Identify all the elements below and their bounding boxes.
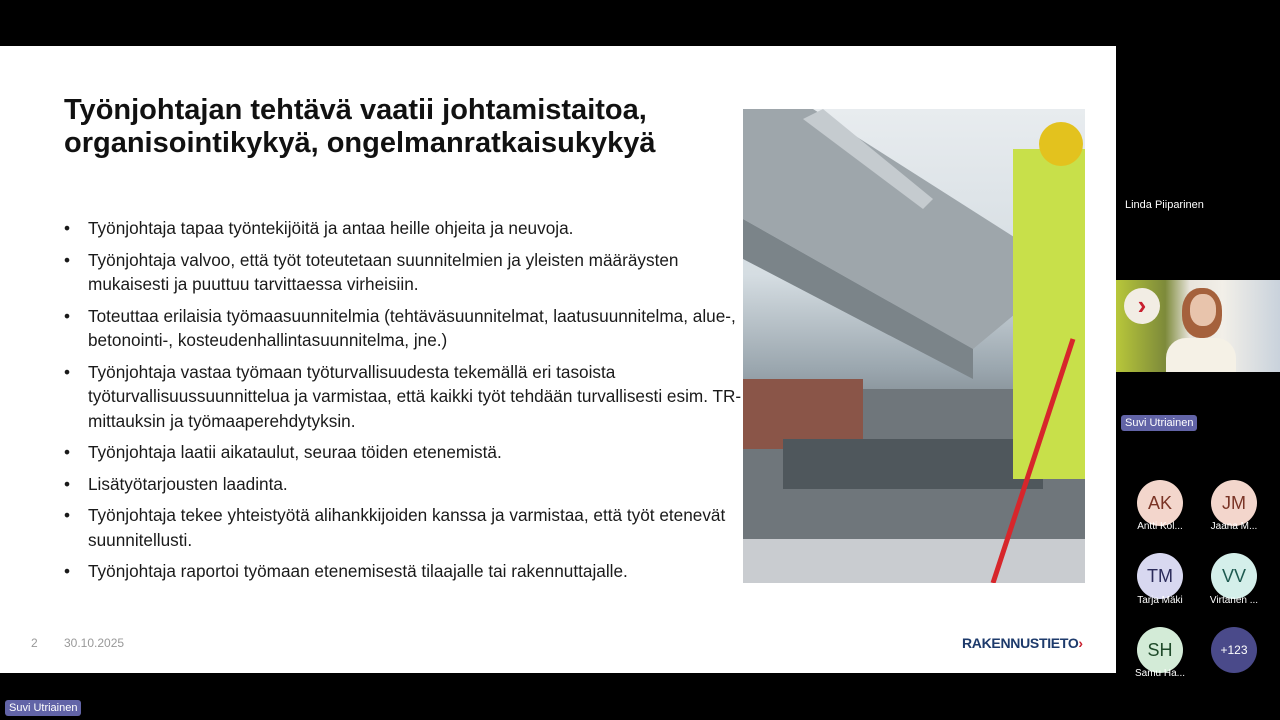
participant-video[interactable] bbox=[1116, 280, 1280, 372]
bullet-item: • Toteuttaa erilaisia työmaasuunnitelmia (tehtäväsuunnitelmat, laatusuunnitelma, alue-, betonointi-, kosteudenhallintasuunnitelma, jne.) bbox=[64, 304, 744, 353]
video-name-tag: Suvi Utriainen bbox=[1121, 415, 1197, 431]
presenter-name-tag: Suvi Utriainen bbox=[5, 700, 81, 716]
participant-name: Virtanen ... bbox=[1209, 595, 1259, 606]
slide-date: 30.10.2025 bbox=[64, 636, 125, 650]
participant-name: Tarja Mäki bbox=[1137, 595, 1183, 606]
bullet-item: • Työnjohtaja tekee yhteistyötä alihankkijoiden kanssa ja varmistaa, että työt etenevät suunnitellusti. bbox=[64, 503, 744, 552]
bullet-item: • Työnjohtaja laatii aikataulut, seuraa töiden etenemistä. bbox=[64, 440, 744, 465]
bullet-item: • Työnjohtaja vastaa työmaan työturvallisuudesta tekemällä eri tasoista työturvallisuussuunnittelua ja varmistaa, että kaikki työt tehdään turvallisesti esim. TR-mittauksin ja työmaaperehdytyksin. bbox=[64, 360, 744, 434]
participant-name: Antti Kol... bbox=[1137, 521, 1183, 532]
chevron-right-icon: › bbox=[1078, 635, 1083, 651]
bullet-item: • Työnjohtaja tapaa työntekijöitä ja antaa heille ohjeita ja neuvoja. bbox=[64, 216, 744, 241]
avatar[interactable]: SH bbox=[1137, 627, 1183, 673]
logo-chevron-icon: › bbox=[1124, 288, 1160, 324]
bullet-item: • Työnjohtaja raportoi työmaan etenemisestä tilaajalle tai rakennuttajalle. bbox=[64, 559, 744, 584]
speaker-name: Linda Piiparinen bbox=[1125, 199, 1204, 211]
more-participants-button[interactable]: +123 bbox=[1211, 627, 1257, 673]
rakennustieto-logo: RAKENNUSTIETO› bbox=[962, 635, 1083, 651]
bullet-item: • Työnjohtaja valvoo, että työt toteutetaan suunnitelmien ja yleisten määräysten mukaisesti ja puuttuu tarvittaessa virheisiin. bbox=[64, 248, 744, 297]
participant-name: Jaana M... bbox=[1210, 521, 1258, 532]
page-number: 2 bbox=[31, 636, 38, 650]
shared-slide bbox=[0, 46, 1116, 673]
avatar[interactable]: VV bbox=[1211, 553, 1257, 599]
avatar[interactable]: JM bbox=[1211, 480, 1257, 526]
participant-name: Samu Ha... bbox=[1134, 668, 1186, 679]
construction-worker-photo bbox=[743, 109, 1085, 583]
avatar[interactable]: TM bbox=[1137, 553, 1183, 599]
slide-title: Työnjohtajan tehtävä vaatii johtamistaitoa, organisointikykyä, ongelmanratkaisukykyä bbox=[64, 94, 656, 159]
bullet-item: • Lisätyötarjousten laadinta. bbox=[64, 472, 744, 497]
bullet-list bbox=[64, 216, 744, 591]
avatar[interactable]: AK bbox=[1137, 480, 1183, 526]
